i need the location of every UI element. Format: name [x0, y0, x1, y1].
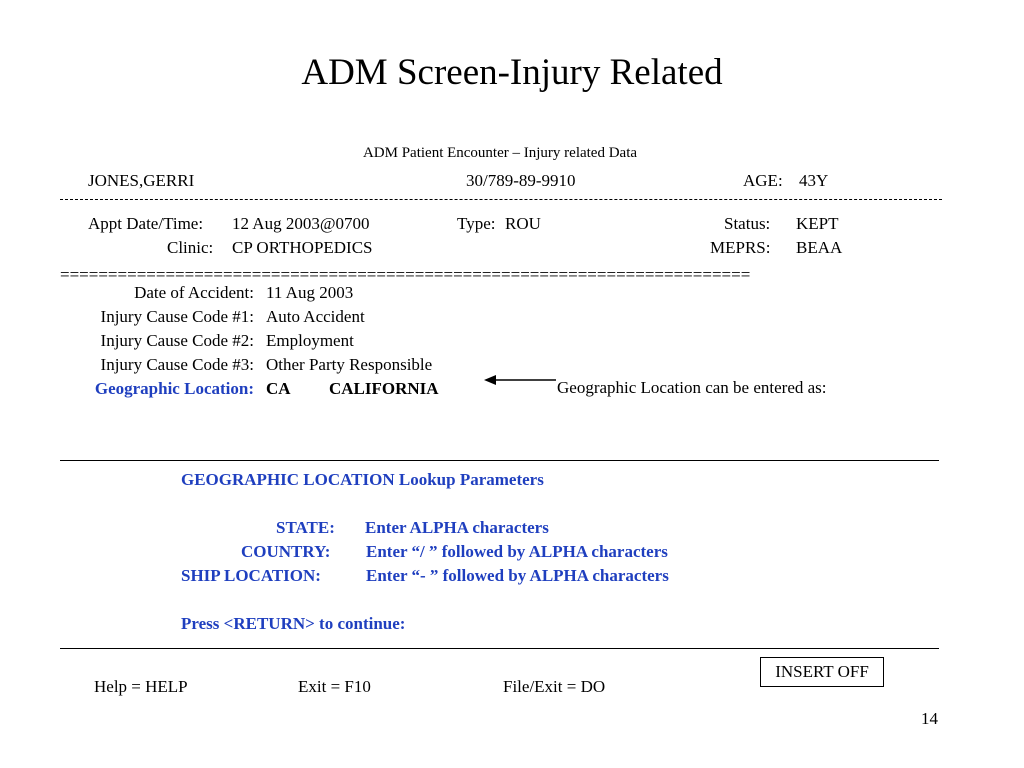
slide-title: ADM Screen-Injury Related [301, 52, 723, 93]
meprs-label: MEPRS: [710, 238, 771, 257]
equals-separator: ======================================================================== [60, 266, 751, 284]
exit-key-hint[interactable]: Exit = F10 [298, 677, 371, 696]
country-label: COUNTRY: [241, 542, 331, 561]
patient-id: 30/789-89-9910 [466, 171, 576, 190]
injury-cause-code-2-label: Injury Cause Code #2: [100, 331, 254, 350]
ship-location-instruction: Enter “- ” followed by ALPHA characters [366, 566, 669, 585]
lookup-heading: GEOGRAPHIC LOCATION Lookup Parameters [181, 470, 544, 489]
state-label: STATE: [276, 518, 335, 537]
lookup-bottom-rule [60, 648, 939, 649]
screen-subtitle: ADM Patient Encounter – Injury related Data [362, 145, 638, 161]
date-of-accident-value[interactable]: 11 Aug 2003 [266, 283, 354, 302]
patient-name: JONES,GERRI [88, 171, 195, 190]
injury-cause-code-3-value[interactable]: Other Party Responsible [266, 355, 433, 374]
dashed-separator [60, 199, 942, 200]
page-number: 14 [921, 709, 938, 728]
appt-datetime-label: Appt Date/Time: [88, 214, 204, 233]
injury-cause-code-2-value[interactable]: Employment [266, 331, 354, 350]
callout-arrow-icon [484, 372, 558, 388]
injury-cause-code-1-label: Injury Cause Code #1: [100, 307, 254, 326]
geographic-location-name: CALIFORNIA [329, 379, 439, 398]
date-of-accident-label: Date of Accident: [134, 283, 254, 302]
state-instruction: Enter ALPHA characters [365, 518, 549, 537]
status-value: KEPT [796, 214, 839, 233]
meprs-value: BEAA [796, 238, 843, 257]
injury-cause-code-3-label: Injury Cause Code #3: [100, 355, 254, 374]
clinic-label: Clinic: [167, 238, 214, 257]
geographic-location-callout: Geographic Location can be entered as: [557, 378, 827, 397]
age-label: AGE: [743, 171, 783, 190]
type-label: Type: [457, 214, 496, 233]
injury-cause-code-1-value[interactable]: Auto Accident [266, 307, 365, 326]
age-value: 43Y [799, 171, 829, 190]
continue-prompt[interactable]: Press <RETURN> to continue: [181, 614, 406, 633]
lookup-top-rule [60, 460, 939, 461]
ship-location-label: SHIP LOCATION: [181, 566, 321, 585]
clinic-value: CP ORTHOPEDICS [232, 238, 373, 257]
status-label: Status: [724, 214, 771, 233]
geographic-location-label: Geographic Location: [94, 379, 254, 398]
country-instruction: Enter “/ ” followed by ALPHA characters [366, 542, 668, 561]
appt-datetime-value: 12 Aug 2003@0700 [232, 214, 370, 233]
type-value: ROU [505, 214, 541, 233]
geographic-location-code[interactable]: CA [266, 379, 291, 398]
file-exit-key-hint[interactable]: File/Exit = DO [503, 677, 606, 696]
help-key-hint[interactable]: Help = HELP [94, 677, 188, 696]
insert-mode-indicator: INSERT OFF [760, 657, 884, 687]
